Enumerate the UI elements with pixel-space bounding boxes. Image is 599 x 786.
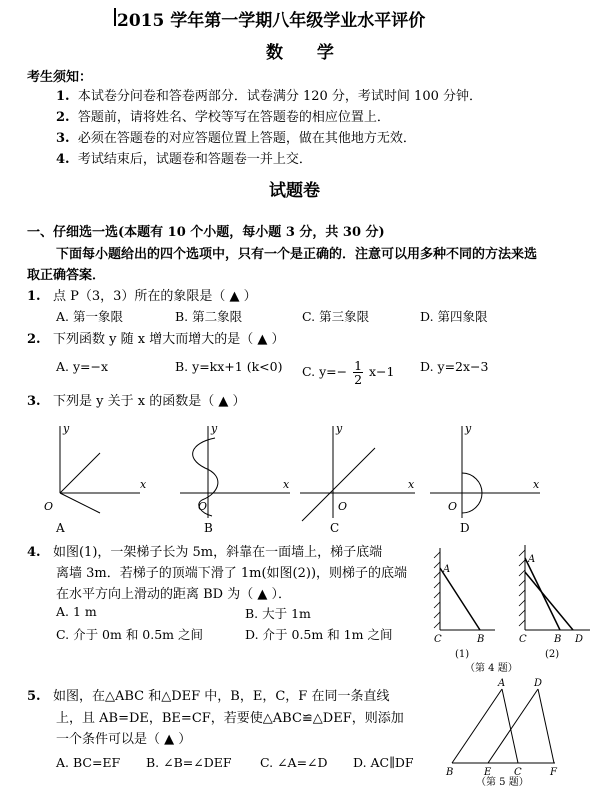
figure-label: (1) <box>455 649 470 660</box>
svg-text:E: E <box>484 767 492 778</box>
question-3: 3. 下列是 y 关于 x 的函数是（ ▲ ） <box>27 394 246 409</box>
ladder-figure-1 <box>434 548 495 660</box>
q4-option-c: C. 介于 0m 和 0.5m 之间 <box>56 627 203 642</box>
q4-option-a: A. 1 m <box>56 604 97 619</box>
q2-option-d: D. y=2x−3 <box>420 359 489 374</box>
notice-item: 3. 必须在答题卷的对应答题位置上答题，做在其他地方无效． <box>56 131 416 146</box>
svg-text:D: D <box>575 634 584 645</box>
question-4: 4. 如图(1)，一架梯子长为 5m，斜靠在一面墙上，梯子底端 <box>27 545 383 560</box>
section-title: 试题卷 <box>269 181 320 201</box>
part-heading: 一、仔细选一选(本题有 10 个小题，每小题 3 分，共 30 分) <box>27 225 385 240</box>
subject-title: 数 学 <box>266 43 348 63</box>
q2-option-c: C. y=− $\frac{1}{2}$ x−1 <box>302 358 395 387</box>
svg-text:C: C <box>434 634 442 645</box>
graph-a <box>44 422 147 535</box>
ladder-figure-2 <box>519 545 590 660</box>
svg-text:O: O <box>448 500 458 513</box>
axis-x-label: x <box>140 478 147 491</box>
question-1: 1. 点 P（3，3）所在的象限是（ ▲ ） <box>27 289 257 304</box>
svg-text:A: A <box>498 678 506 689</box>
svg-text:F: F <box>550 767 557 778</box>
graph-label: C <box>330 521 340 535</box>
svg-text:A: A <box>528 554 536 565</box>
notice-heading: 考生须知： <box>27 70 93 85</box>
q1-option-b: B. 第二象限 <box>175 309 243 324</box>
svg-text:B: B <box>446 767 454 778</box>
figure-label: (2) <box>545 649 560 660</box>
q5-option-b: B. ∠B=∠DEF <box>146 755 232 770</box>
origin-label: O <box>44 500 54 513</box>
svg-text:y: y <box>211 422 218 435</box>
svg-text:C: C <box>519 634 527 645</box>
svg-text:x: x <box>283 478 290 491</box>
svg-text:x: x <box>533 478 540 491</box>
svg-text:O: O <box>338 500 348 513</box>
q1-option-c: C. 第三象限 <box>302 309 370 324</box>
q2-option-a: A. y=−x <box>56 359 109 374</box>
axis-y-label: y <box>63 422 70 435</box>
graph-c <box>300 422 415 535</box>
q2-option-b: B. y=kx+1 (k<0) <box>175 359 283 374</box>
q5-option-c: C. ∠A=∠D <box>260 755 328 770</box>
q4-option-b: B. 大于 1m <box>245 606 311 621</box>
q1-option-a: A. 第一象限 <box>56 309 123 324</box>
graph-label: A <box>56 521 65 535</box>
q5-figure <box>440 675 590 786</box>
question-2: 2. 下列函数 y 随 x 增大而增大的是（ ▲ ） <box>27 332 285 347</box>
graph-label: B <box>204 521 213 535</box>
svg-text:D: D <box>534 678 543 689</box>
part-instruction: 下面每小题给出的四个选项中，只有一个是正确的．注意可以用多种不同的方法来选 <box>56 247 538 262</box>
question-4-line: 离墙 3m．若梯子的顶端下滑了 1m(如图(2))，则梯子的底端 <box>56 566 408 581</box>
question-4-line: 在水平方向上滑动的距离 BD 为（ ▲ ）． <box>56 587 292 602</box>
question-5: 5. 如图，在△ABC 和△DEF 中，B，E，C，F 在同一条直线 <box>27 689 390 704</box>
text-cursor <box>114 8 116 26</box>
svg-text:y: y <box>336 422 343 435</box>
figure-caption: （第 5 题） <box>476 777 529 786</box>
graph-d <box>430 422 540 535</box>
q5-option-d: D. AC∥DF <box>353 755 414 770</box>
svg-text:B: B <box>477 634 485 645</box>
svg-text:O: O <box>198 500 208 513</box>
svg-text:A: A <box>443 564 451 575</box>
q1-option-d: D. 第四象限 <box>420 309 488 324</box>
svg-text:C: C <box>514 767 522 778</box>
question-5-line: 一个条件可以是（ ▲ ） <box>56 732 192 747</box>
graph-label: D <box>460 521 470 535</box>
q4-figure <box>425 540 595 675</box>
notice-item: 4. 考试结束后，试题卷和答题卷一并上交． <box>56 152 312 167</box>
q4-option-d: D. 介于 0.5m 和 1m 之间 <box>245 627 393 642</box>
graph-b <box>180 422 290 535</box>
q3-graphs <box>30 418 590 538</box>
notice-item: 1. 本试卷分问卷和答卷两部分．试卷满分 120 分，考试时间 100 分钟． <box>56 89 482 104</box>
notice-item: 2. 答题前，请将姓名、学校等写在答题卷的相应位置上． <box>56 110 390 125</box>
figure-caption: （第 4 题） <box>465 663 518 674</box>
exam-title: 2015 学年第一学期八年级学业水平评价 <box>117 11 426 31</box>
svg-text:x: x <box>408 478 415 491</box>
svg-text:y: y <box>465 422 472 435</box>
part-instruction: 取正确答案． <box>27 268 106 283</box>
question-5-line: 上，且 AB=DE，BE=CF，若要使△ABC≌△DEF，则添加 <box>56 711 404 726</box>
svg-text:B: B <box>554 634 562 645</box>
fraction: $\frac{1}{2}$ <box>354 358 363 387</box>
q5-option-a: A. BC=EF <box>56 755 121 770</box>
